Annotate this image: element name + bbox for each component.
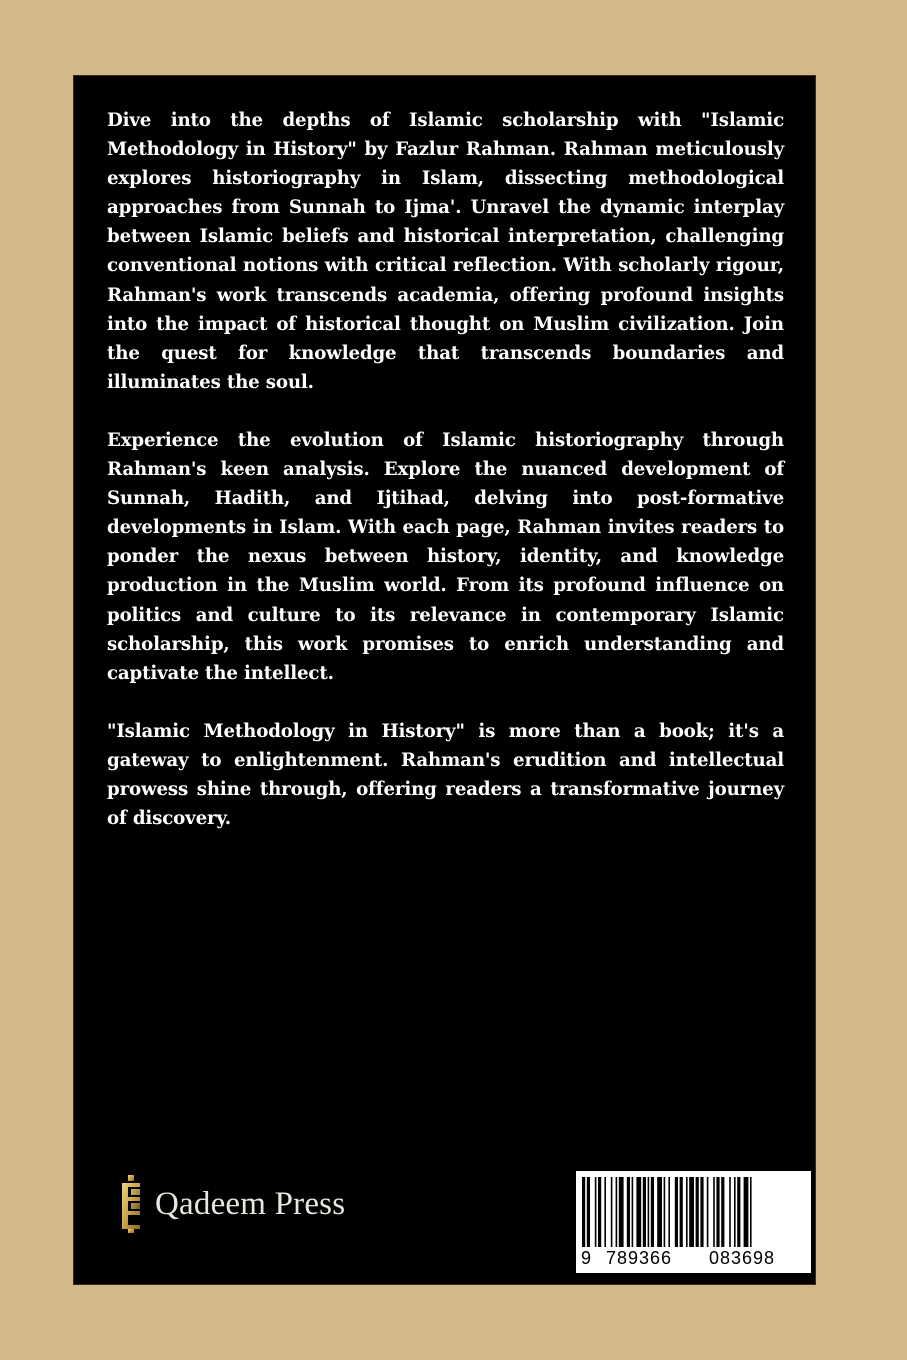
barcode-bar bbox=[734, 1177, 736, 1247]
barcode-bar bbox=[598, 1177, 601, 1247]
barcode-bar bbox=[696, 1177, 699, 1247]
barcode-bar bbox=[651, 1177, 654, 1247]
barcode-bar bbox=[648, 1177, 650, 1247]
isbn-barcode bbox=[576, 1171, 811, 1273]
barcode-bar bbox=[707, 1177, 709, 1247]
publisher-name: Qadeem Press bbox=[155, 1185, 346, 1222]
barcode-bar bbox=[636, 1177, 641, 1247]
barcode-bar bbox=[587, 1177, 590, 1247]
back-cover-panel bbox=[73, 75, 816, 1285]
book-description bbox=[107, 106, 784, 862]
barcode-bar bbox=[721, 1177, 724, 1247]
barcode-bar bbox=[632, 1177, 634, 1247]
barcode-bar bbox=[716, 1177, 719, 1247]
barcode-number bbox=[576, 1247, 811, 1269]
barcode-bar bbox=[664, 1177, 666, 1247]
barcode-bar bbox=[700, 1177, 703, 1247]
barcode-bar bbox=[619, 1177, 624, 1247]
description-paragraph-2: Experience the evolution of Islamic historiography through Rahman's keen analysis. Explore the nuanced development of Sunnah, Hadith, and Ijtihad, delving into post-formative developments in Islam. With each page, Rahman invites readers to ponder the nexus between history, identity, and knowledge production in the Muslim world. From its profound influence on politics and culture to its relevance in contemporary Islamic scholarship, this work promises to enrich understanding and captivate the intellect. bbox=[107, 429, 784, 684]
barcode-bar bbox=[729, 1177, 731, 1247]
barcode-bar bbox=[675, 1177, 678, 1247]
barcode-bar bbox=[604, 1177, 606, 1247]
barcode-bar bbox=[737, 1177, 740, 1247]
barcode-bar bbox=[713, 1177, 715, 1247]
barcode-digit-first: 9 bbox=[581, 1248, 592, 1268]
barcode-bar bbox=[680, 1177, 683, 1247]
barcode-bars bbox=[580, 1177, 807, 1247]
barcode-bar bbox=[689, 1177, 694, 1247]
barcode-bar bbox=[750, 1177, 752, 1247]
barcode-bar bbox=[627, 1177, 630, 1247]
barcode-bar bbox=[668, 1177, 670, 1247]
barcode-bar bbox=[686, 1177, 688, 1247]
barcode-bar bbox=[582, 1177, 585, 1247]
description-paragraph-1: Dive into the depths of Islamic scholarship with "Islamic Methodology in History" by Fazlur Rahman. Rahman meticulously explores historiography in Islam, dissecting methodological approaches from Sunnah to Ijma'. Unravel the dynamic interplay between Islamic beliefs and historical interpretation, challenging conventional notions with critical reflection. With scholarly rigour, Rahman's work transcends academia, offering profound insights into the impact of historical thought on Muslim civilization. Join the quest for knowledge that transcends boundaries and illuminates the soul. bbox=[107, 110, 784, 393]
barcode-digits-left: 789366 bbox=[606, 1248, 673, 1268]
barcode-bar bbox=[611, 1177, 613, 1247]
barcode-bar bbox=[595, 1177, 597, 1247]
qadeem-press-logo-icon bbox=[117, 1173, 145, 1235]
description-paragraph-3: "Islamic Methodology in History" is more than a book; it's a gateway to enlightenment. Rahman's erudition and intellectual prowess shine through, offering readers a transformative journey of discovery. bbox=[107, 720, 784, 830]
barcode-bar bbox=[643, 1177, 646, 1247]
barcode-bar bbox=[657, 1177, 662, 1247]
barcode-bar bbox=[744, 1177, 749, 1247]
barcode-digits-right: 083698 bbox=[709, 1248, 776, 1268]
publisher-block bbox=[117, 1173, 345, 1235]
barcode-bar bbox=[616, 1177, 618, 1247]
